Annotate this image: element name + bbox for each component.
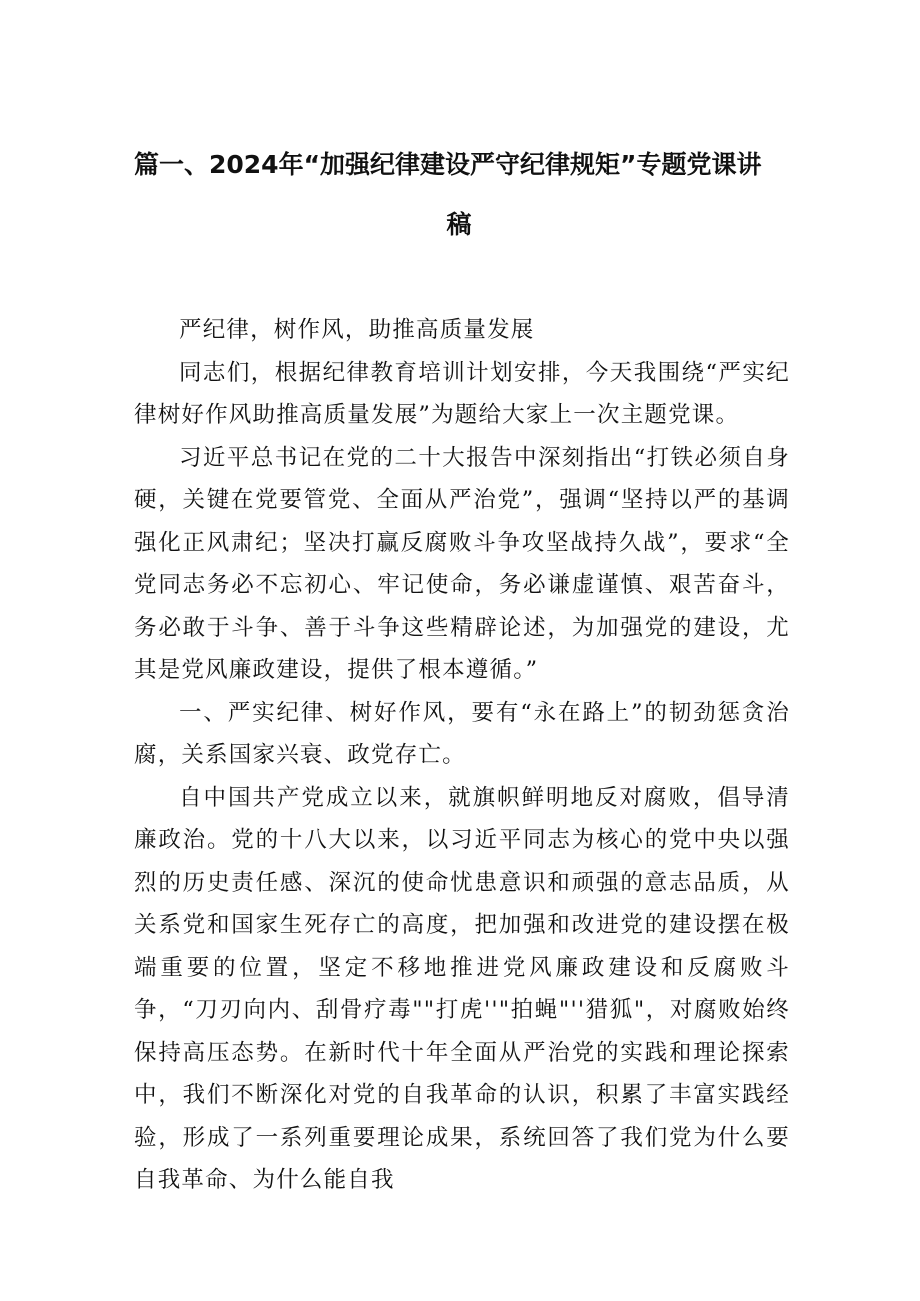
document-body (134, 309, 790, 1202)
paragraph-quote: 习近平总书记在党的二十大报告中深刻指出“打铁必须自身硬，关键在党要管党、全面从严治党”，强调“坚持以严的基调强化正风肃纪；坚决打赢反腐败斗争攻坚战持久战”，要求“全党同志务必不忘初心、牢记使命，务必谦虚谨慎、艰苦奋斗，务必敢于斗争、善于斗争这些精辟论述，为加强党的建设，尤其是党风廉政建设，提供了根本遵循。” (134, 444, 790, 683)
document-title-line-2: 稿 (446, 210, 472, 239)
document-title-line-1: 篇一、2024年“加强纪律建设严守纪律规矩”专题党课讲 (134, 150, 762, 179)
paragraph-history: 自中国共产党成立以来，就旗帜鲜明地反对腐败，倡导清廉政治。党的十八大以来，以习近平同志为核心的党中央以强烈的历史责任感、深沉的使命忧患意识和顽强的意志品质，从关系党和国家生死存亡的高度，把加强和改进党的建设摆在极端重要的位置，坚定不移地推进党风廉政建设和反腐败斗争，“刀刃向内、刮骨疗毒""打虎''"拍蝇"''猎狐"，对腐败始终保持高压态势。在新时代十年全面从严治党的实践和理论探索中，我们不断深化对党的自我革命的认识，积累了丰富实践经验，形成了一系列重要理论成果，系统回答了我们党为什么要自我革命、为什么能自我 (134, 784, 790, 1193)
paragraph-section-heading: 一、严实纪律、树好作风，要有“永在路上”的韧劲惩贪治腐，关系国家兴衰、政党存亡。 (134, 699, 790, 768)
paragraph-subtitle: 严纪律，树作风，助推高质量发展 (179, 317, 535, 343)
paragraph-greeting: 同志们，根据纪律教育培训计划安排，今天我围绕“严实纪律树好作风助推高质量发展”为题给大家上一次主题党课。 (134, 359, 790, 428)
